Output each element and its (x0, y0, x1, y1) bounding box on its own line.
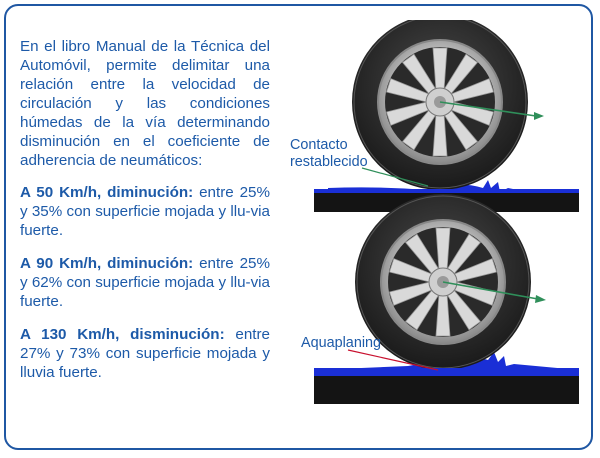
bottom-scene (314, 194, 579, 404)
item-130kmh (20, 325, 270, 382)
road-bottom (314, 374, 579, 404)
item-130kmh-lead: A 130 Km/h, disminución: (20, 326, 225, 343)
top-scene (314, 20, 579, 212)
arrow-icon-top (534, 112, 544, 120)
tire-illustration (288, 20, 588, 440)
text-column (20, 37, 270, 396)
label-contacto-line1: Contacto (290, 137, 348, 153)
label-aquaplaning: Aquaplaning (301, 335, 382, 351)
intro-paragraph: En el libro Manual de la Técnica del Automóvil, permite delimitar una relación entre la velocidad de circulación y las condiciones húmedas de la vía determinando disminución en el coeficiente de adherencia de neumáticos: (20, 38, 270, 169)
label-contacto (290, 137, 368, 171)
item-90kmh (20, 254, 270, 311)
item-130kmh-text: entre 27% y 73% con superficie mojada y lluvia fuerte. (20, 326, 270, 381)
item-90kmh-lead: A 90 Km/h, diminución: (20, 255, 194, 272)
tire-icon-top (352, 20, 528, 190)
item-50kmh-text: entre 25% y 35% con superficie mojada y llu-via fuerte. (20, 184, 270, 239)
item-50kmh (20, 183, 270, 240)
item-50kmh-lead: A 50 Km/h, diminución: (20, 184, 194, 201)
label-contacto-line2: restablecido (290, 154, 368, 170)
arrow-icon-bottom (535, 295, 546, 303)
item-90kmh-text: entre 25% y 62% con superficie mojada y llu-via fuerte. (20, 255, 270, 310)
